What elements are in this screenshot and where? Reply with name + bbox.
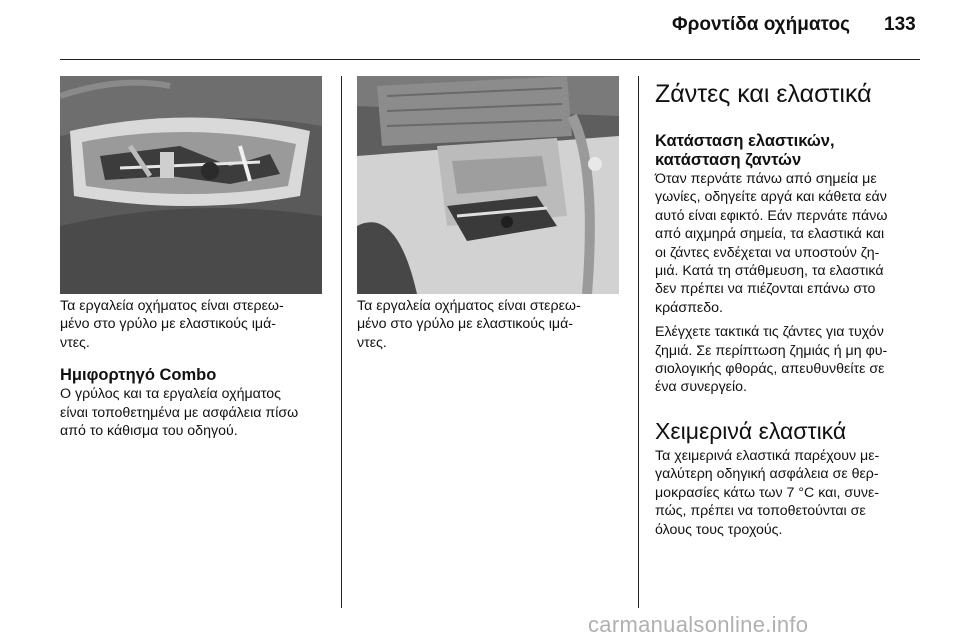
tools-jack-illustration bbox=[60, 76, 322, 294]
page-number: 133 bbox=[884, 14, 916, 35]
header-rule bbox=[60, 59, 920, 60]
page-header-title: Φροντίδα οχήματος bbox=[672, 14, 850, 35]
winter-tyres-heading: Χειμερινά ελαστικά bbox=[655, 417, 847, 444]
tyre-condition-paragraph-2: Ελέγχετε τακτικά τις ζάντες για τυχόν ζημιά. Σε περίπτωση ζημιάς ή μη φυ‐ σιολογικής φθοράς, απευθυνθείτε σε ένα συνεργείο. bbox=[655, 324, 888, 396]
tyre-condition-heading: Κατάσταση ελαστικών, κατάσταση ζαντών bbox=[655, 132, 835, 169]
column-divider-right bbox=[638, 76, 639, 608]
combo-van-heading: Ημιφορτηγό Combo bbox=[60, 366, 217, 385]
section-title-wheels-tyres: Ζάντες και ελαστικά bbox=[655, 80, 872, 108]
tyre-condition-paragraph-1: Όταν περνάτε πάνω από σημεία με γωνίες, οδηγείτε αργά και κάθετα εάν αυτό είναι εφικτό. Εάν περνάτε πάνω από αιχμηρά σημεία, τα ελαστικά και οι ζάντες ενδέχεται να υποστούν ζη‐ μιά. Κατά τη στάθμευση, τα ελαστικά δεν πρέπει να πιέζονται επάνω στο κράσπεδο. bbox=[655, 171, 888, 316]
middle-photo-caption: Τα εργαλεία οχήματος είναι στερεω‐ μένο στο γρύλο με ελαστικούς ιμά‐ ντες. bbox=[357, 298, 581, 351]
photo-combo-tools-behind-seat bbox=[357, 76, 619, 294]
combo-tools-illustration bbox=[357, 76, 619, 294]
watermark: carmanualsonline.info bbox=[588, 612, 809, 637]
left-column bbox=[60, 297, 332, 440]
left-photo-caption: Τα εργαλεία οχήματος είναι στερεω‐ μένο στο γρύλο με ελαστικούς ιμά‐ ντες. bbox=[60, 298, 284, 351]
middle-column bbox=[357, 297, 629, 352]
combo-van-body: Ο γρύλος και τα εργαλεία οχήματος είναι τοποθετημένα με ασφάλεια πίσω από το κάθισμα του οδηγού. bbox=[60, 386, 299, 440]
photo-vehicle-tools-jack bbox=[60, 76, 322, 294]
right-column bbox=[655, 80, 927, 539]
winter-tyres-paragraph: Τα χειμερινά ελαστικά παρέχουν με‐ γαλύτερη οδηγική ασφάλεια σε θερ‐ μοκρασίες κάτω των 7 °C και, συνε‐ πώς, πρέπει να τοποθετούνται σε όλους τους τροχούς. bbox=[655, 447, 880, 538]
column-divider-left bbox=[341, 76, 342, 608]
